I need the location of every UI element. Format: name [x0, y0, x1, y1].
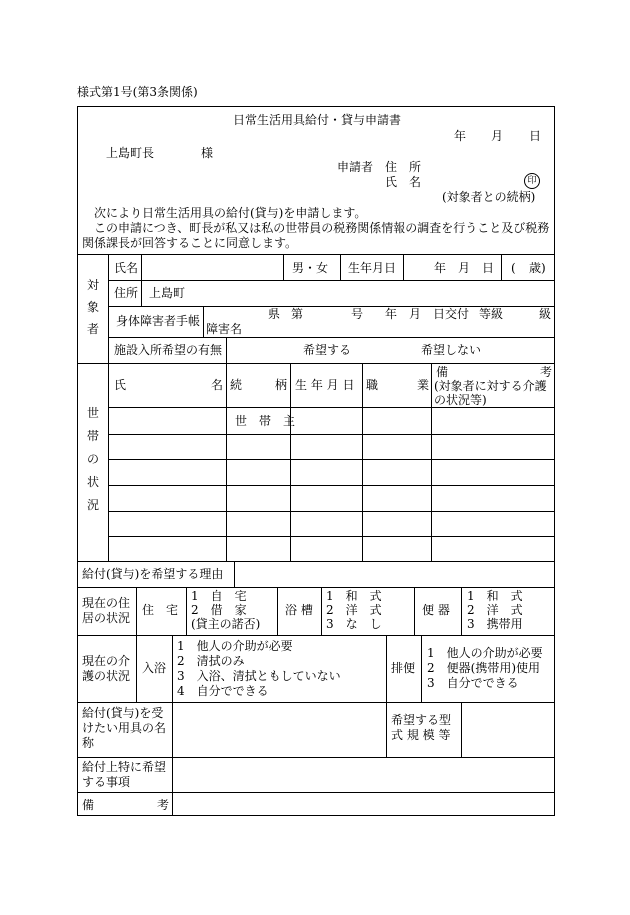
col-name-2: 名 — [211, 378, 224, 392]
date-month: 月 — [491, 129, 504, 143]
intro-line-1: 次により日常生活用具の給付(貸与)を申請します。 — [94, 206, 367, 220]
care-bath-option-2: 2 清拭のみ — [177, 654, 245, 668]
facility-yes: 希望する — [303, 343, 352, 357]
facility-no: 希望しない — [421, 343, 482, 357]
household-heading: 世 帯 の 状 況 — [86, 406, 99, 512]
form-title: 日常生活用具給付・貸与申請書 — [233, 113, 402, 127]
subject-age-label: 歳) — [529, 261, 546, 275]
care-bath-option-4: 4 自分でできる — [177, 684, 269, 698]
col-birth: 生 年 月 日 — [295, 378, 355, 392]
subject-birth-fields: 年 月 日 — [434, 261, 495, 275]
equipment-label-1: 給付(貸与)を受 — [82, 706, 164, 720]
grade-suffix: 級 — [539, 307, 552, 321]
addressee: 上島町長 — [106, 146, 155, 160]
head-of-household: 世 帯 主 — [235, 414, 296, 428]
subject-age-open: ( — [511, 261, 516, 275]
relation-note: (対象者との続柄) — [442, 190, 536, 204]
applicant-address-label: 住 所 — [385, 160, 422, 174]
model-label-1: 希望する型 — [391, 713, 452, 727]
date-year: 年 — [454, 129, 467, 143]
care-toilet-option-1: 1 他人の介助が必要 — [427, 646, 543, 660]
residence-label-1: 現在の住 — [82, 596, 131, 610]
care-toilet-label: 排便 — [391, 661, 416, 675]
care-label-2: 護の状況 — [82, 669, 131, 683]
handbook-prefecture: 県 — [268, 307, 281, 321]
subject-birth-label: 生年月日 — [348, 261, 397, 275]
col-remarks-4: の状況等) — [434, 393, 487, 407]
seal-icon: 印 — [524, 173, 540, 189]
handbook-issue-date: 年 月 日交付 — [385, 307, 470, 321]
handbook-label: 身体障害者手帳 — [116, 314, 201, 328]
subject-address-label: 住所 — [114, 286, 139, 300]
care-bath-label: 入浴 — [142, 661, 167, 675]
intro-line-2: この申請につき、町長が私又は私の世帯員の税務関係情報の調査を行うこと及び税務 — [94, 221, 550, 235]
housing-option-3: (貸主の諾否) — [191, 617, 261, 631]
subject-heading: 対 象 者 — [86, 278, 99, 336]
equipment-label-3: 称 — [82, 736, 95, 750]
gender-field: 男・女 — [292, 261, 329, 275]
remarks-label-2: 考 — [157, 798, 170, 812]
col-relation-1: 続 — [230, 378, 243, 392]
col-remarks-3: (対象者に対する介護 — [434, 379, 547, 393]
subject-name-label: 氏名 — [114, 261, 139, 275]
handbook-number-suffix: 号 — [351, 307, 364, 321]
bath-option-1: 1 和 式 — [326, 589, 382, 603]
housing-label: 住 宅 — [142, 603, 179, 617]
grade-label: 等級 — [479, 307, 504, 321]
special-request-label-1: 給付上特に希望 — [82, 760, 167, 774]
bath-option-3: 3 な し — [326, 617, 382, 631]
care-bath-option-3: 3 入浴、清拭ともしていない — [177, 669, 341, 683]
care-bath-option-1: 1 他人の介助が必要 — [177, 639, 293, 653]
care-toilet-option-3: 3 自分でできる — [427, 676, 519, 690]
equipment-label-2: けたい用具の名 — [82, 721, 167, 735]
subject-address-value: 上島町 — [149, 286, 186, 300]
toilet-label: 便 器 — [422, 603, 450, 617]
reason-label: 給付(貸与)を希望する理由 — [82, 567, 224, 581]
residence-label-2: 居の状況 — [82, 611, 131, 625]
application-form — [77, 106, 555, 816]
col-name-1: 氏 — [114, 378, 127, 392]
toilet-option-2: 2 洋 式 — [467, 603, 523, 617]
applicant-label: 申請者 — [337, 160, 374, 174]
col-occupation-1: 職 — [366, 378, 379, 392]
bath-option-2: 2 洋 式 — [326, 603, 382, 617]
form-number: 様式第1号(第3条関係) — [77, 85, 198, 99]
remarks-label-1: 備 — [82, 798, 95, 812]
seal-mark — [524, 173, 540, 189]
toilet-option-3: 3 携帯用 — [467, 617, 523, 631]
facility-label: 施設入所希望の有無 — [114, 343, 223, 357]
care-label-1: 現在の介 — [82, 654, 131, 668]
col-remarks-1: 備 — [436, 365, 449, 379]
disability-label: 障害名 — [206, 322, 243, 336]
care-toilet-option-2: 2 便器(携帯用)使用 — [427, 661, 540, 675]
handbook-number-prefix: 第 — [291, 307, 304, 321]
intro-line-3: 関係課長が回答することに同意します。 — [82, 236, 298, 250]
bath-label: 浴 槽 — [285, 603, 313, 617]
housing-option-2: 2 借 家 — [191, 603, 247, 617]
model-label-2: 式 規 模 等 — [391, 728, 451, 742]
special-request-label-2: する事項 — [82, 775, 131, 789]
col-relation-2: 柄 — [275, 378, 288, 392]
col-remarks-2: 考 — [540, 365, 553, 379]
applicant-name-label: 氏 名 — [385, 175, 422, 189]
col-occupation-2: 業 — [417, 378, 430, 392]
toilet-option-1: 1 和 式 — [467, 589, 523, 603]
housing-option-1: 1 自 宅 — [191, 589, 247, 603]
date-day: 日 — [529, 129, 542, 143]
addressee-suffix: 様 — [201, 146, 214, 160]
